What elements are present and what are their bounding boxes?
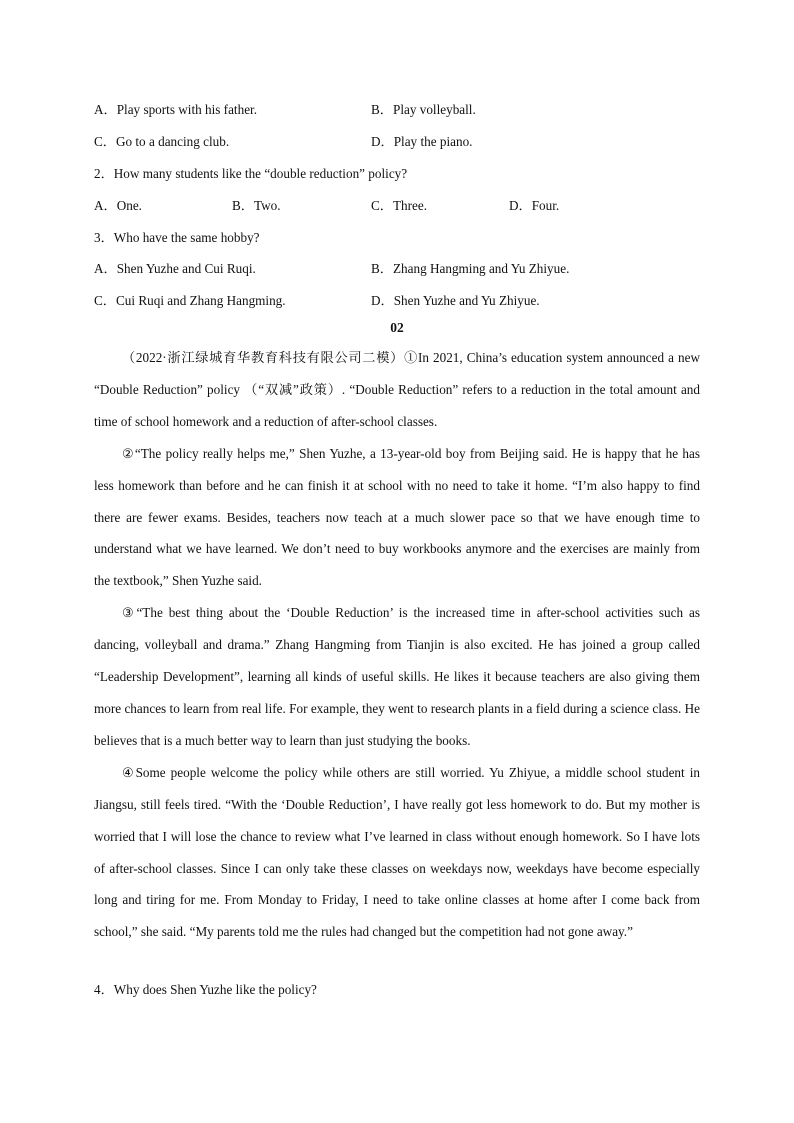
section-heading: 02 xyxy=(390,320,404,335)
passage-paragraph-4: ④Some people welcome the policy while others are still worried. Yu Zhiyue, a middle school student in Jiangsu, still feels tired. “With the ‘Double Reduction’, I have really got less homework to do. But my mother is worried that I will lose the chance to review what I’ve learned in class without enough homework. So I have lots of after-school classes. Since I can only take these classes on weekdays now, weekdays have become especially long and tiring for me. From Monday to Friday, I need to take online classes at home after I come back from school,” she said. “My parents told me the rules had changed but the competition had not gone away.” xyxy=(94,764,700,940)
q1-option-b: B．Play volleyball. xyxy=(371,102,476,117)
q2-option-d: D．Four. xyxy=(509,198,560,213)
q2-question: 2．How many students like the “double reduction” policy? xyxy=(94,166,408,181)
q2-option-a: A．One. xyxy=(94,198,142,213)
q3-option-a: A．Shen Yuzhe and Cui Ruqi. xyxy=(94,261,256,276)
q1-option-a: A．Play sports with his father. xyxy=(94,102,258,117)
passage-paragraph-2: ②“The policy really helps me,” Shen Yuzhe, a 13-year-old boy from Beijing said. He is happy that he has less homework than before and he can finish it at school with no need to take it home. “I’m also happy to find there are fewer exams. Besides, teachers now teach at a much slower pace so that we have enough time to understand what we have learned. We don’t need to buy workbooks anymore and the exercises are mainly from the textbook,” Shen Yuzhe said. xyxy=(94,445,700,589)
q3-option-b: B．Zhang Hangming and Yu Zhiyue. xyxy=(371,261,570,276)
q2-option-c: C．Three. xyxy=(371,198,428,213)
q3-option-c: C．Cui Ruqi and Zhang Hangming. xyxy=(94,293,286,308)
q3-option-d: D．Shen Yuzhe and Yu Zhiyue. xyxy=(371,293,540,308)
passage-paragraph-3: ③“The best thing about the ‘Double Reduction’ is the increased time in after-school activities such as dancing, volleyball and drama.” Zhang Hangming from Tianjin is also excited. He has joined a group called “Leadership Development”, learning all kinds of useful skills. He likes it because teachers are also giving them more chances to learn from real life. For example, they went to research plants in a field during a science class. He believes that is a much better way to learn than just studying the books. xyxy=(94,605,700,748)
q2-option-b: B．Two. xyxy=(232,198,281,213)
q4-question: 4．Why does Shen Yuzhe like the policy? xyxy=(94,982,317,997)
q1-option-c: C．Go to a dancing club. xyxy=(94,134,230,149)
q3-question: 3．Who have the same hobby? xyxy=(94,230,260,245)
reading-passage xyxy=(94,342,700,948)
q1-option-d: D．Play the piano. xyxy=(371,134,473,149)
passage-paragraph-1: （2022·浙江绿城育华教育科技有限公司二模）①In 2021, China’s education system announced a new “Double Reduction” policy （“双减”政策）. “Double Reduction” refers to a reduction in the total amount and time of school homework and a reduction of after-school classes. xyxy=(94,350,700,429)
